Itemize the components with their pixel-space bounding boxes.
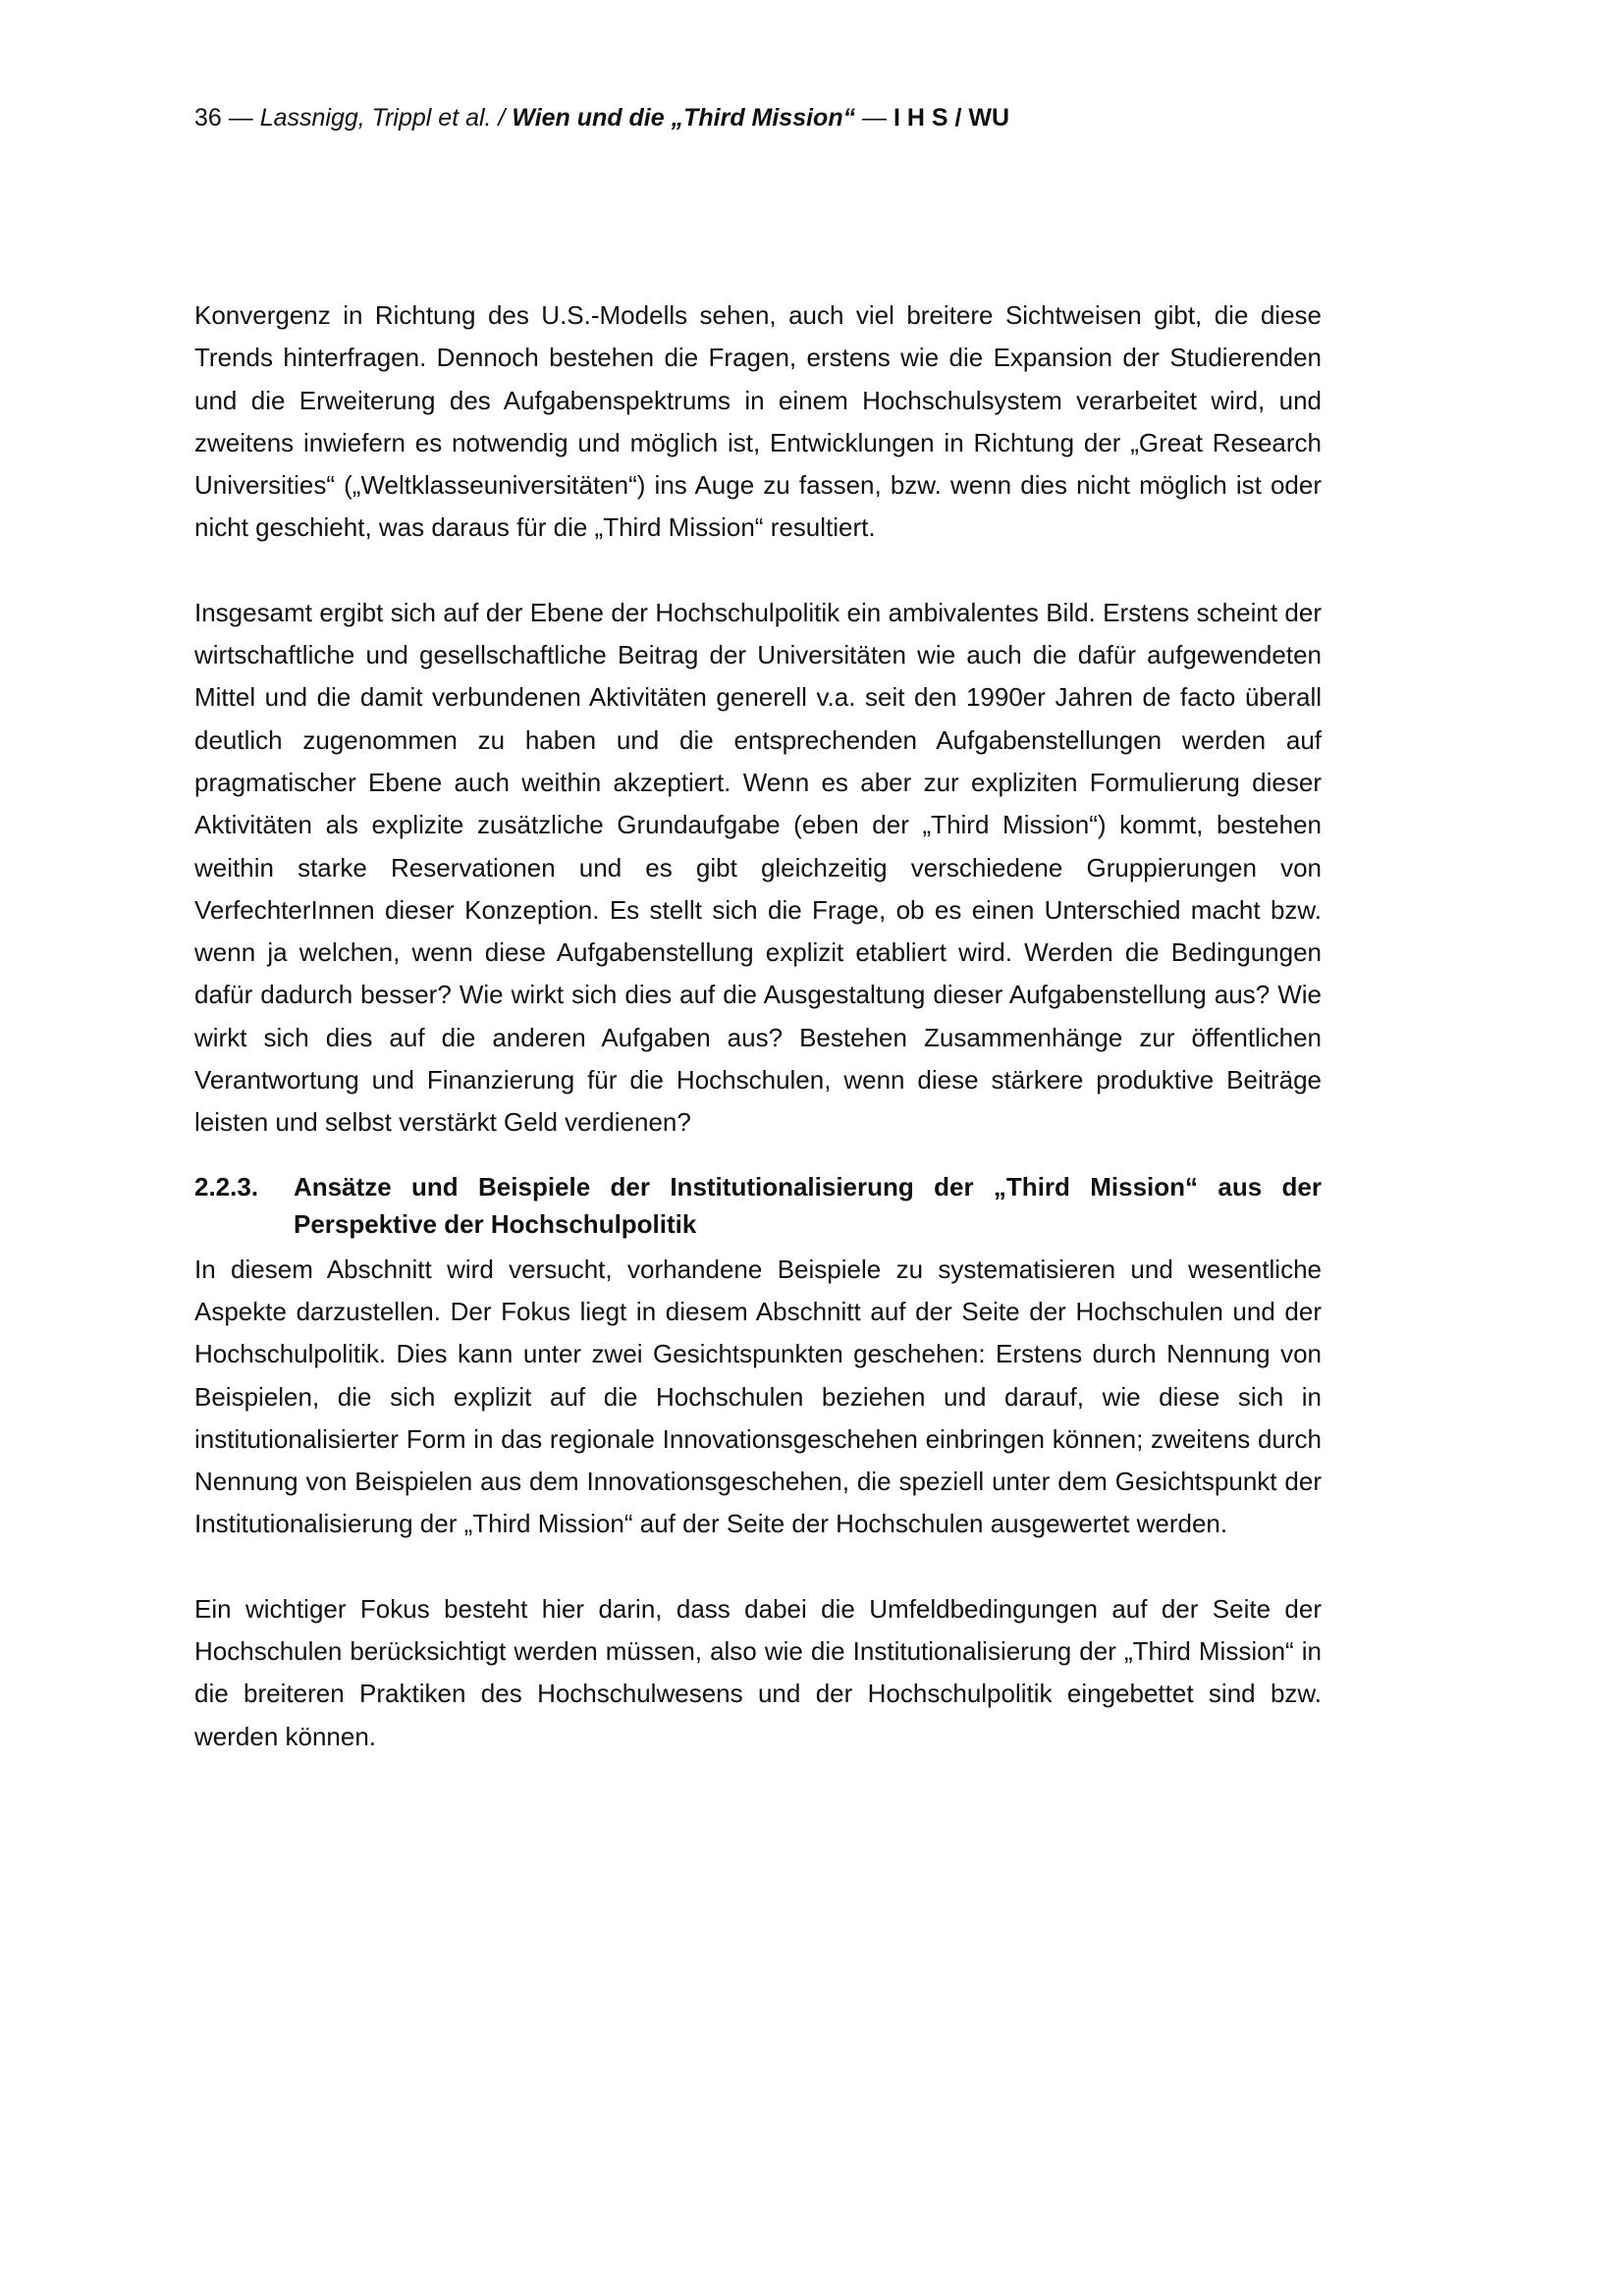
body-paragraph: Konvergenz in Richtung des U.S.-Modells sehen, auch viel breitere Sichtweisen gibt, die diese Trends hinterfragen. Dennoch bestehen die Fragen, erstens wie die Expansion der Studierenden und die Erweiterung des Aufgabenspektrums in einem Hochschulsystem verarbeitet wird, und zweitens inwiefern es notwendig und möglich ist, Entwicklungen in Richtung der „Great Research Universities“ („Weltklasseuniversitäten“) ins Auge zu fassen, bzw. wenn dies nicht möglich ist oder nicht geschieht, was daraus für die „Third Mission“ resultiert. xyxy=(194,300,1322,543)
section-heading xyxy=(194,1168,1322,1243)
body-paragraph: In diesem Abschnitt wird versucht, vorhandene Beispiele zu systematisieren und wesentliche Aspekte darzustellen. Der Fokus liegt in diesem Abschnitt auf der Seite der Hochschulen und der Hochschulpolitik. Dies kann unter zwei Gesichtspunkten geschehen: Erstens durch Nennung von Beispielen, die sich explizit auf die Hochschulen beziehen und darauf, wie diese sich in institutionalisierter Form in das regionale Innovationsgeschehen einbringen können; zweitens durch Nennung von Beispielen aus dem Innovationsgeschehen, die speziell unter dem Gesichtspunkt der Institutionalisierung der „Third Mission“ auf der Seite der Hochschulen ausgewertet werden. xyxy=(194,1254,1322,1539)
section-title: Ansätze und Beispiele der Institutionalisierung der „Third Mission“ aus der Perspektive der Hochschulpolitik xyxy=(294,1171,1322,1239)
body-paragraph: Insgesamt ergibt sich auf der Ebene der Hochschulpolitik ein ambivalentes Bild. Erstens scheint der wirtschaftliche und gesellschaftliche Beitrag der Universitäten wie auch die dafür aufgewendeten Mittel und die damit verbundenen Aktivitäten generell v.a. seit den 1990er Jahren de facto überall deutlich zugenommen zu haben und die entsprechenden Aufgabenstellungen werden auf pragmatischer Ebene auch weithin akzeptiert. Wenn es aber zur expliziten Formulierung dieser Aktivitäten als explizite zusätzliche Grundaufgabe (eben der „Third Mission“) kommt, bestehen weithin starke Reservationen und es gibt gleichzeitig verschiedene Gruppierungen von VerfechterInnen dieser Konzeption. Es stellt sich die Frage, ob es einen Unterschied macht bzw. wenn ja welchen, wenn diese Aufgabenstellung explizit etabliert wird. Werden die Bedingungen dafür dadurch besser? Wie wirkt sich dies auf die Ausgestaltung dieser Aufgabenstellung aus? Wie wirkt sich dies auf die anderen Aufgaben aus? Bestehen Zusammenhänge zur öffentlichen Verantwortung und Finanzierung für die Hochschulen, wenn diese stärkere produktive Beiträge leisten und selbst verstärkt Geld verdienen? xyxy=(194,597,1322,1138)
running-header xyxy=(194,102,1009,133)
body-paragraph: Ein wichtiger Fokus besteht hier darin, dass dabei die Umfeldbedingungen auf der Seite der Hochschulen berücksichtigt werden müssen, also wie die Institutionalisierung der „Third Mission“ in die breiteren Praktiken des Hochschulwesens und der Hochschulpolitik eingebettet sind bzw. werden können. xyxy=(194,1593,1322,1751)
header-report-title: Wien und die „Third Mission“ xyxy=(512,104,856,132)
paragraph-spacer xyxy=(194,1546,1322,1588)
section-number: 2.2.3. xyxy=(194,1171,259,1201)
header-dash: — xyxy=(221,104,260,132)
header-institution: I H S / WU xyxy=(893,104,1010,132)
header-authors: Lassnigg, Trippl et al. / xyxy=(259,104,513,132)
paragraph-spacer xyxy=(194,550,1322,592)
page-number: 36 xyxy=(194,104,222,132)
page-body xyxy=(194,294,1322,1758)
header-dash: — xyxy=(855,104,894,132)
